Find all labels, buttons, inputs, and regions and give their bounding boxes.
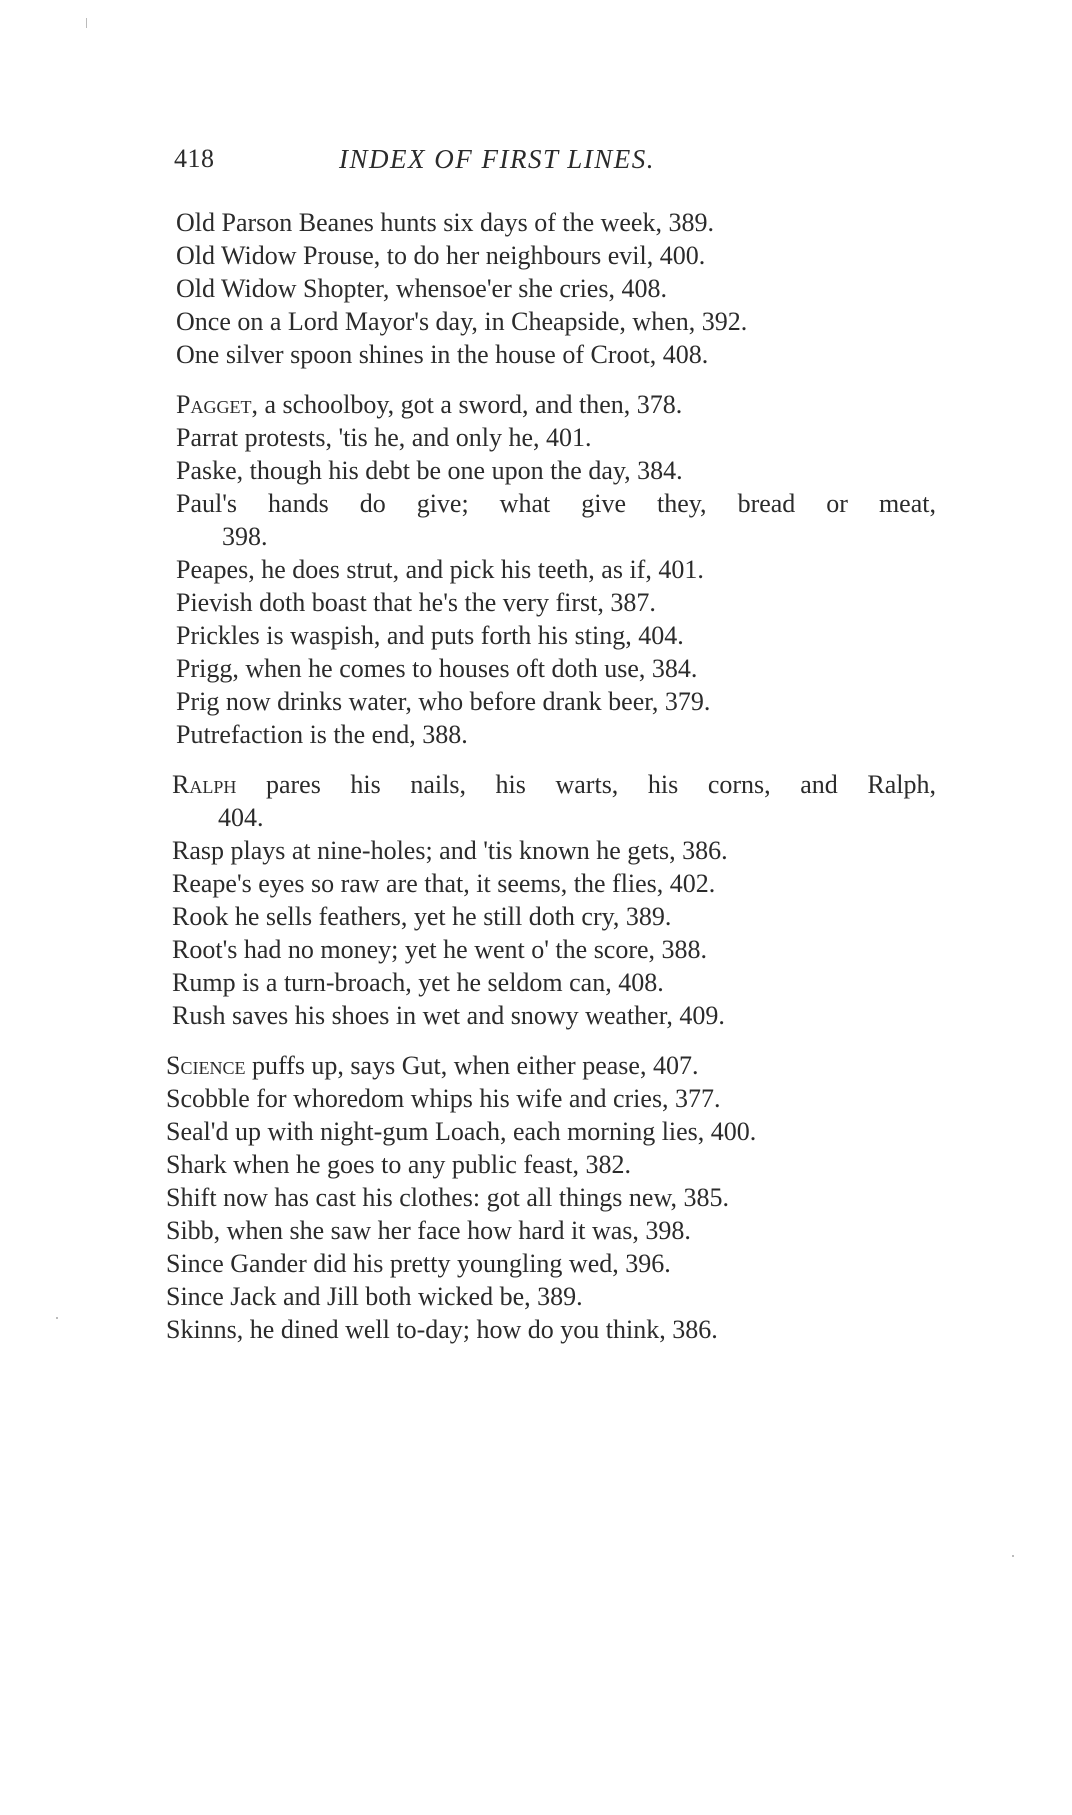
index-entry: Pievish doth boast that he's the very first, 387.: [176, 588, 656, 617]
index-entry: Putrefaction is the end, 388.: [176, 720, 468, 749]
index-entry: Prigg, when he comes to houses oft doth use, 384.: [176, 654, 698, 683]
index-entry: Seal'd up with night-gum Loach, each morning lies, 400.: [166, 1117, 757, 1146]
index-entry: Since Gander did his pretty youngling wed, 396.: [166, 1249, 671, 1278]
index-group-s: [166, 1049, 936, 1346]
index-entry: Paske, though his debt be one upon the day, 384.: [176, 456, 683, 485]
index-entry: [176, 487, 936, 553]
index-entry: Parrat protests, 'tis he, and only he, 401.: [176, 423, 592, 452]
entry-lead-word: Ralph: [172, 770, 237, 799]
entry-text: , a schoolboy, got a sword, and then, 378.: [251, 390, 683, 419]
entry-text: Paul's hands do give; what give they, bread or meat,: [176, 489, 936, 518]
entry-lead-word: Pagget: [176, 390, 252, 419]
index-entry: Prig now drinks water, who before drank beer, 379.: [176, 687, 711, 716]
index-entry: Old Widow Shopter, whensoe'er she cries, 408.: [176, 274, 667, 303]
index-entry: Rush saves his shoes in wet and snowy weather, 409.: [172, 1001, 725, 1030]
entry-continuation: 398.: [222, 522, 268, 551]
index-group-r: [172, 768, 936, 1032]
index-entries: [166, 206, 936, 1363]
index-entry: Once on a Lord Mayor's day, in Cheapside, when, 392.: [176, 307, 748, 336]
index-entry: Peapes, he does strut, and pick his teeth, as if, 401.: [176, 555, 704, 584]
page-number: 418: [174, 144, 215, 173]
index-entry: Skinns, he dined well to-day; how do you think, 386.: [166, 1315, 718, 1344]
entry-text: puffs up, says Gut, when either pease, 407.: [245, 1051, 699, 1080]
scan-speck: [1012, 1555, 1014, 1557]
index-entry: Rasp plays at nine-holes; and 'tis known he gets, 386.: [172, 836, 728, 865]
index-entry: Old Parson Beanes hunts six days of the week, 389.: [176, 208, 714, 237]
index-entry: [176, 388, 936, 421]
index-entry: Root's had no money; yet he went o' the score, 388.: [172, 935, 708, 964]
index-entry: Sibb, when she saw her face how hard it was, 398.: [166, 1216, 691, 1245]
index-entry: Since Jack and Jill both wicked be, 389.: [166, 1282, 583, 1311]
index-entry: One silver spoon shines in the house of Croot, 408.: [176, 340, 709, 369]
index-entry: [166, 1049, 936, 1082]
entry-lead-word: Science: [166, 1051, 246, 1080]
scan-speck: [86, 18, 87, 28]
scan-speck: [56, 1317, 58, 1319]
running-title: INDEX OF FIRST LINES.: [339, 144, 655, 174]
index-entry: Reape's eyes so raw are that, it seems, the flies, 402.: [172, 869, 716, 898]
index-group-p: [176, 388, 936, 751]
entry-continuation: 404.: [218, 803, 264, 832]
page-header: [174, 144, 934, 184]
index-entry: Shift now has cast his clothes: got all things new, 385.: [166, 1183, 730, 1212]
index-entry: Old Widow Prouse, to do her neighbours evil, 400.: [176, 241, 706, 270]
index-entry: [172, 768, 936, 834]
index-entry: Shark when he goes to any public feast, 382.: [166, 1150, 632, 1179]
index-entry: Prickles is waspish, and puts forth his sting, 404.: [176, 621, 684, 650]
entry-text: pares his nails, his warts, his corns, and Ralph,: [236, 770, 936, 799]
index-group-o: [176, 206, 936, 371]
index-entry: Rook he sells feathers, yet he still doth cry, 389.: [172, 902, 672, 931]
index-entry: Scobble for whoredom whips his wife and cries, 377.: [166, 1084, 721, 1113]
index-entry: Rump is a turn-broach, yet he seldom can, 408.: [172, 968, 664, 997]
